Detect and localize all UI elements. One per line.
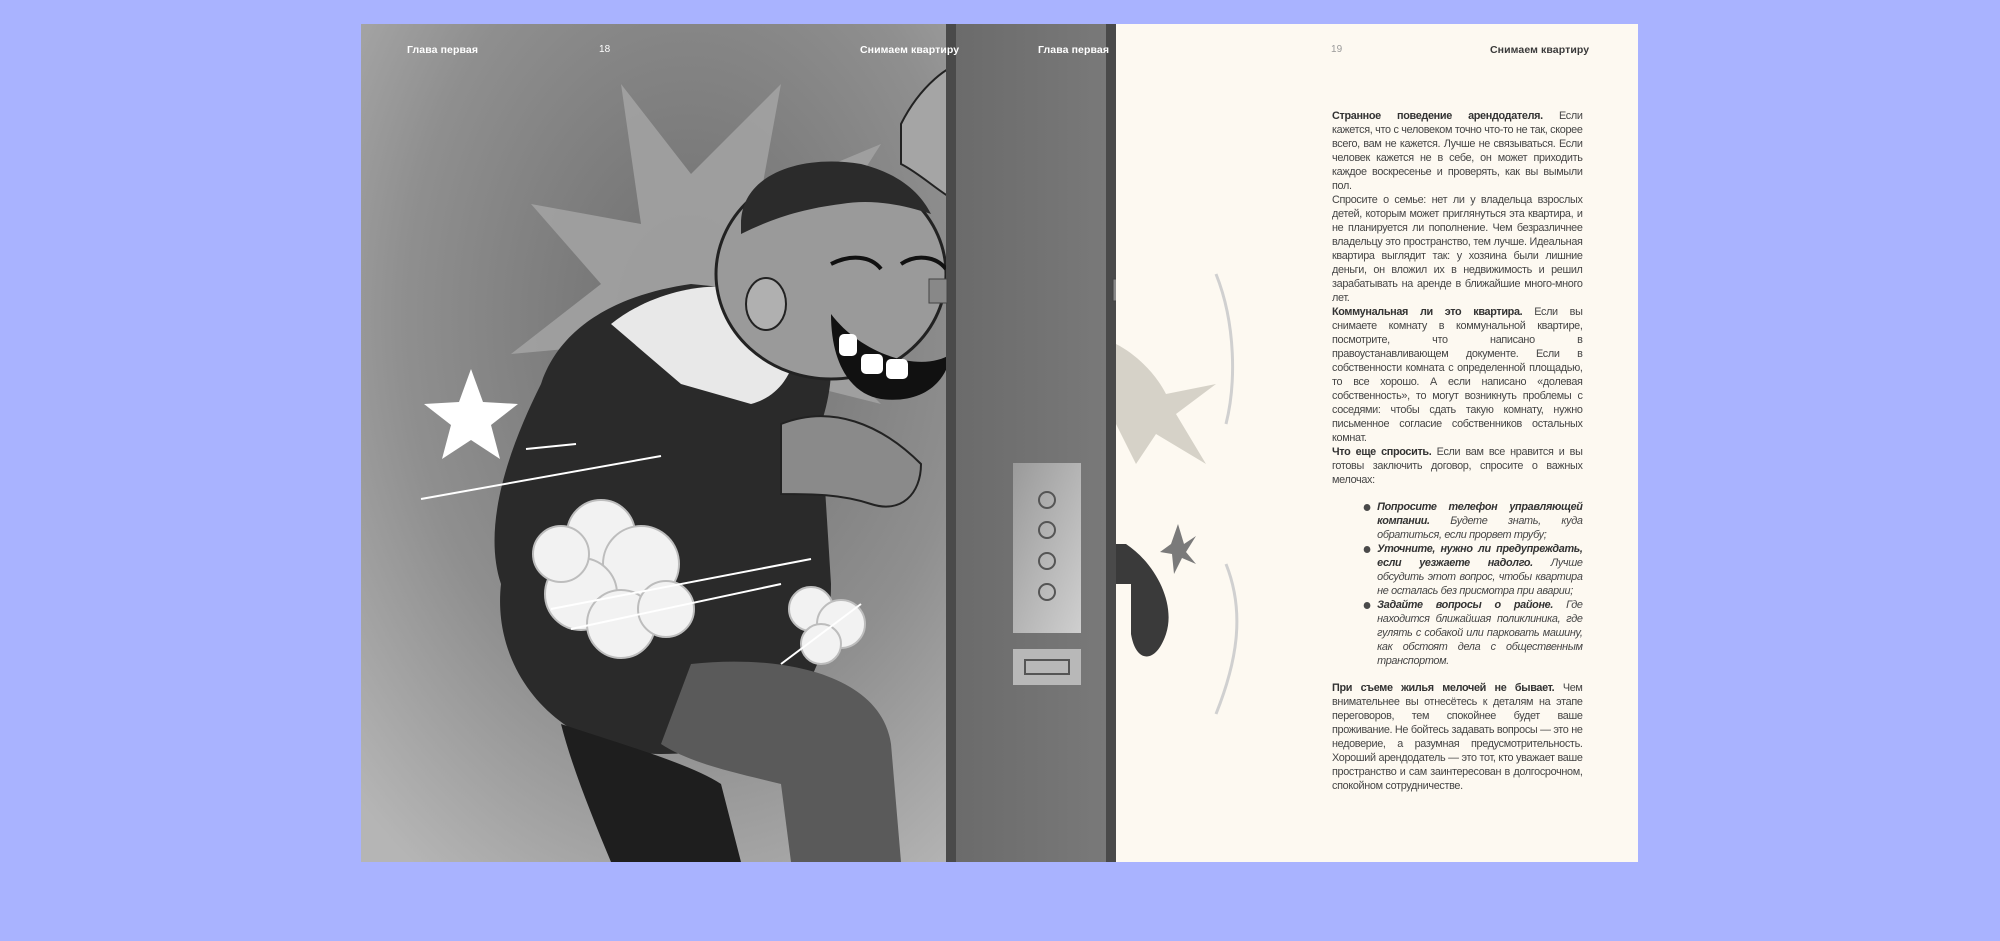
- list-item: Уточните, нужно ли предупреждать, если уезжаете надолго. Лучше обсудить этот вопрос, чтобы квартира не осталась без присмотра при аварии;: [1332, 542, 1583, 598]
- left-page-number: 18: [599, 44, 611, 55]
- paragraph-family: Спросите о семье: нет ли у владельца взрослых детей, которым может приглянуться эта квартира, и не планируется ли пополнение. Чем безразличнее владельцу это пространство, тем лучше. Идеальная квартира выглядит так: у хозяина были лишние деньги, он вложил их в недвижимость и решил зарабатывать на аренде в ближайшие много-много лет.: [1332, 194, 1583, 304]
- list-item: Задайте вопросы о районе. Где находится ближайшая поликлиника, где гулять с собакой или парковать машину, как обстоят дела с общественным транспортом.: [1332, 598, 1583, 668]
- bullet-icon: [1364, 546, 1371, 553]
- paragraph-closing: При съеме жилья мелочей не бывает. Чем внимательнее вы отнесётесь к деталям на этапе переговоров, тем спокойнее будет ваше проживание. Не бойтесь задавать вопросы — это не недоверие, а разумная предусмотрительность. Хороший арендодатель — это тот, кто уважает ваше пространство и сам заинтересован в долгосрочном, спокойном сотрудничестве.: [1332, 682, 1583, 792]
- bullet-icon: [1364, 504, 1371, 511]
- list-item: Попросите телефон управляющей компании. Будете знать, куда обратиться, если прорвет трубу;: [1332, 500, 1583, 542]
- door-handle-icon: [1116, 24, 1256, 862]
- bullet-icon: [1364, 602, 1371, 609]
- paragraph-what-else: Что еще спросить. Если вам все нравится и вы готовы заключить договор, спросите о важных мелочах:: [1332, 446, 1583, 486]
- right-page-number: 19: [1331, 44, 1343, 55]
- illustration: [361, 24, 1116, 862]
- right-header-chapter: Глава первая: [1038, 44, 1110, 56]
- paragraph-communal: Коммунальная ли это квартира. Если вы снимаете комнату в коммунальной квартире, посмотрите, что написано в правоустанавливающем документе. Если в собственности комната с определенной площадью, то все хорошо. А если написано «долевая собственность», то могут возникнуть проблемы с соседями: чтобы сдать такую комнату, нужно письменное согласие собственников остальных комнат.: [1332, 306, 1583, 444]
- left-header-chapter: Глава первая: [407, 44, 479, 56]
- tips-list: [1332, 500, 1583, 668]
- right-header-title: Снимаем квартиру: [1490, 44, 1590, 56]
- article-body: [1332, 109, 1583, 793]
- paragraph-strange-landlord: Странное поведение арендодателя. Если кажется, что с человеком точно что-то не так, скорее всего, вам не кажется. Лучше не связываться. Если человек кажется не в себе, он может приходить каждое воскресенье и проверять, как вы вымыли пол.: [1332, 110, 1583, 192]
- left-header-title: Снимаем квартиру: [860, 44, 960, 56]
